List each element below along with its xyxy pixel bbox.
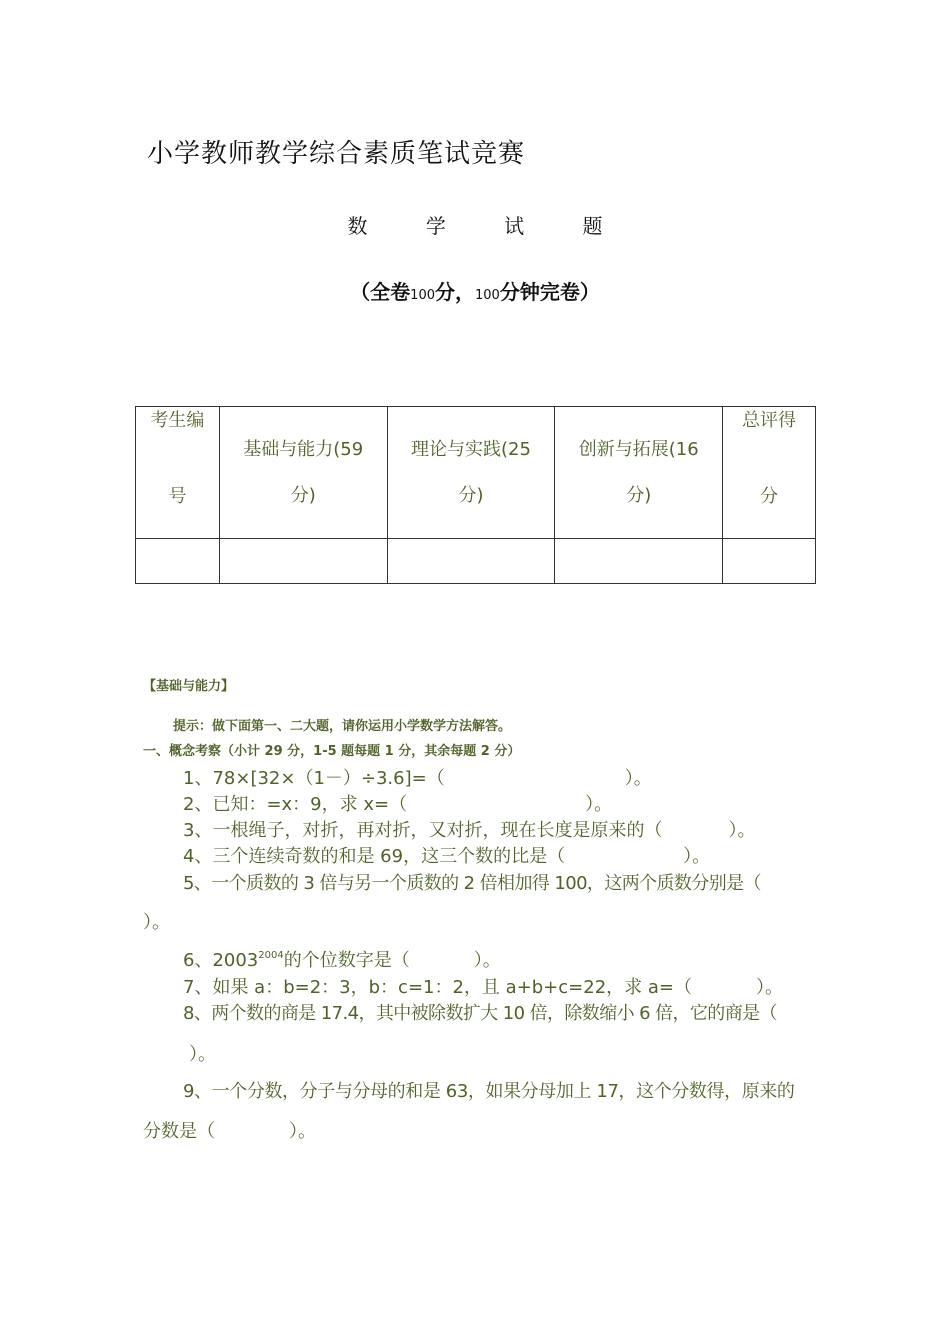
header-cell-candidate-number xyxy=(136,407,220,539)
question-5 xyxy=(183,869,761,895)
total-time: 100 xyxy=(475,288,500,303)
question-5-cont xyxy=(143,908,170,934)
question-text: 5、一个质数的 3 倍与另一个质数的 2 倍相加得 100，这两个质数分别是（ xyxy=(183,873,761,894)
question-text: 3、一根绳子，对折，再对折，又对折，现在长度是原来的（ xyxy=(183,820,663,841)
question-text: 的个位数字是（ xyxy=(283,950,410,971)
header-cell-basics xyxy=(219,407,387,539)
header-text: 创新与拓展(16 xyxy=(578,439,699,460)
question-text: 4、三个连续奇数的和是 69，这三个数的比是（ xyxy=(183,846,566,867)
exam-info-open: （全卷 xyxy=(350,280,411,304)
question-9 xyxy=(183,1077,795,1103)
question-text: 2、已知：=x：9，求 x=（ xyxy=(183,794,408,815)
question-text: 1、78×[32×（1－）÷3.6]=（ xyxy=(183,768,445,789)
part-heading: 一、概念考察（小计 29 分，1-5 题每题 1 分，其余每题 2 分） xyxy=(143,744,521,759)
header-text: 总评得 xyxy=(742,410,797,431)
header-text: 分) xyxy=(626,485,652,506)
score-table xyxy=(135,406,816,584)
question-text: 8、两个数的商是 17.4，其中被除数扩大 10 倍，除数缩小 6 倍，它的商是（ xyxy=(183,1003,777,1024)
total-score: 100 xyxy=(410,288,435,303)
question-4 xyxy=(183,842,710,868)
header-text: 考生编 xyxy=(150,410,205,431)
header-cell-innovation xyxy=(555,407,723,539)
header-cell-total xyxy=(723,407,816,539)
score-table-header xyxy=(136,407,816,539)
subject-title xyxy=(0,210,950,239)
section-hint: 提示：做下面第一、二大题，请你运用小学数学方法解答。 xyxy=(173,719,512,734)
question-8-cont xyxy=(189,1040,216,1066)
question-end: ）。 xyxy=(755,977,783,998)
question-text: 6、2003 xyxy=(183,950,259,971)
score-cell[interactable] xyxy=(555,539,723,584)
question-8 xyxy=(183,999,777,1025)
header-cell-theory xyxy=(387,407,555,539)
question-end: ）。 xyxy=(189,1044,216,1065)
exam-info-close: 分钟完卷） xyxy=(499,280,600,304)
question-7 xyxy=(183,973,783,999)
question-text: 7、如果 a：b=2：3，b：c=1：2，且 a+b+c=22，求 a=（ xyxy=(183,977,692,998)
exam-info-mid: 分， xyxy=(435,280,475,304)
question-end: ）。 xyxy=(624,768,652,789)
score-cell[interactable] xyxy=(723,539,816,584)
question-1 xyxy=(183,764,652,790)
score-cell[interactable] xyxy=(219,539,387,584)
question-end: ）。 xyxy=(683,846,711,867)
exponent: 2004 xyxy=(258,950,284,961)
question-3 xyxy=(183,816,755,842)
question-end: ）。 xyxy=(473,950,501,971)
exam-info xyxy=(0,276,950,305)
header-text: 分) xyxy=(458,485,484,506)
header-text: 号 xyxy=(168,486,187,507)
question-text: 分数是（ xyxy=(143,1121,215,1142)
score-cell[interactable] xyxy=(387,539,555,584)
question-end: ）。 xyxy=(289,1121,316,1142)
question-9-cont xyxy=(143,1117,316,1143)
header-text: 基础与能力(59 xyxy=(243,439,364,460)
subject-char: 题 xyxy=(582,214,603,238)
question-end: ）。 xyxy=(585,794,613,815)
subject-char: 学 xyxy=(425,214,446,238)
subject-char: 数 xyxy=(347,214,368,238)
section-label: 【基础与能力】 xyxy=(143,679,235,694)
header-text: 理论与实践(25 xyxy=(411,439,531,460)
question-end: ）。 xyxy=(728,820,756,841)
question-end: ）。 xyxy=(143,912,170,933)
header-text: 分 xyxy=(760,486,779,507)
score-table-row xyxy=(136,539,816,584)
question-6 xyxy=(183,946,501,972)
page-title: 小学教师教学综合素质笔试竞赛 xyxy=(147,139,526,169)
header-text: 分) xyxy=(290,485,316,506)
subject-char: 试 xyxy=(504,214,525,238)
question-text: 9、一个分数，分子与分母的和是 63，如果分母加上 17，这个分数得，原来的 xyxy=(183,1081,795,1102)
score-cell[interactable] xyxy=(136,539,220,584)
question-2 xyxy=(183,790,612,816)
